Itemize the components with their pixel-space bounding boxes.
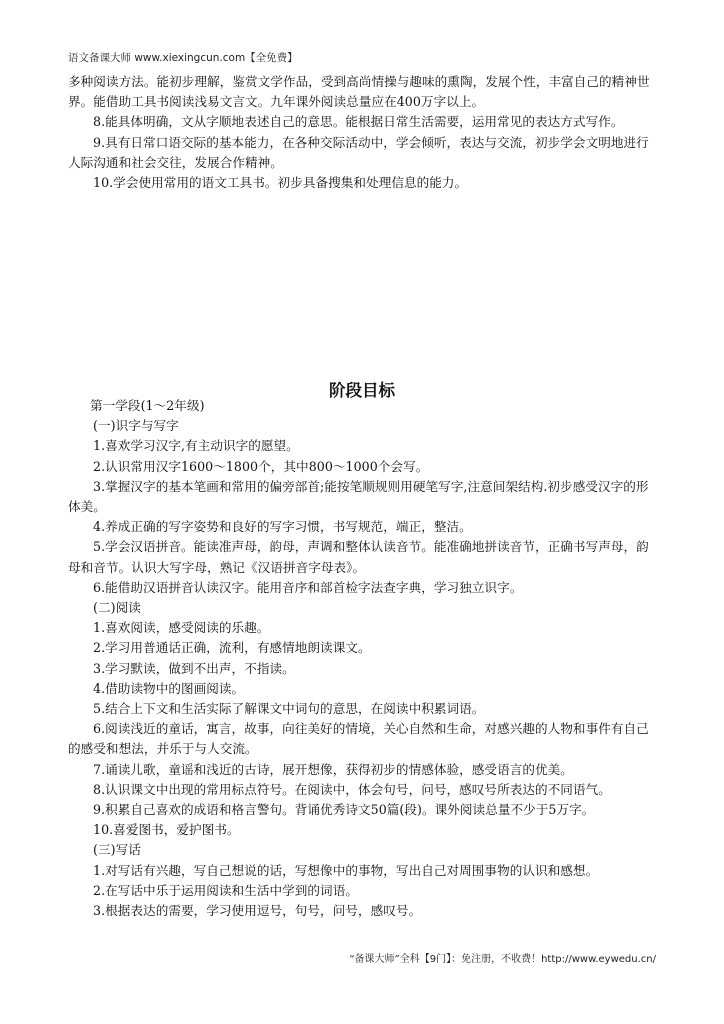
group-title: (三)写话	[93, 842, 141, 858]
list-item: 6.能借助汉语拼音认读汉字。能用音序和部首检字法查字典，学习独立识字。	[93, 579, 523, 595]
list-item: 3.根据表达的需要，学习使用逗号，句号，问号，感叹号。	[93, 903, 422, 919]
page-footer: “备课大师”全科【9门】：免注册，不收费！http://www.eywedu.cn/	[349, 954, 656, 965]
paragraph: 9.具有日常口语交际的基本能力，在各种交际活动中，学会倾听，表达与交流，初步学会文明地进行人际沟通和社会交往，发展合作精神。	[68, 134, 649, 170]
list-item: 2.在写话中乐于运用阅读和生活中学到的词语。	[93, 882, 358, 898]
stage-section	[68, 396, 656, 921]
list-item: 7.诵读儿歌，童谣和浅近的古诗，展开想像，获得初步的情感体验，感受语言的优美。	[93, 761, 573, 777]
list-item: 2.认识常用汉字1600～1800个，其中800～1000个会写。	[93, 458, 429, 474]
list-item: 10.喜爱图书，爱护图书。	[93, 822, 240, 838]
top-section	[68, 72, 656, 193]
list-item: 8.认识课文中出现的常用标点符号。在阅读中，体会句号，问号，感叹号所表达的不同语气。	[93, 781, 611, 797]
paragraph: 10.学会使用常用的语文工具书。初步具备搜集和处理信息的能力。	[93, 175, 468, 191]
list-item: 5.结合上下文和生活实际了解课文中词句的意思，在阅读中积累词语。	[93, 701, 485, 717]
list-item: 4.养成正确的写字姿势和良好的写字习惯，书写规范，端正，整洁。	[93, 519, 472, 535]
stage-heading: 第一学段(1～2年级)	[90, 398, 205, 413]
group-title: (一)识字与写字	[93, 418, 179, 434]
list-item: 4.借助读物中的图画阅读。	[93, 680, 245, 696]
paragraph: 多种阅读方法。能初步理解，鉴赏文学作品，受到高尚情操与趣味的熏陶，发展个性，丰富自己的精神世界。能借助工具书阅读浅易文言文。九年课外阅读总量应在400万字以上。	[68, 74, 650, 110]
list-item: 3.学习默读，做到不出声，不指读。	[93, 660, 295, 676]
paragraph: 8.能具体明确，文从字顺地表述自己的意思。能根据日常生活需要，运用常见的表达方式写作。	[93, 114, 624, 130]
list-item: 1.喜欢阅读，感受阅读的乐趣。	[93, 620, 270, 636]
group-title: (二)阅读	[93, 600, 141, 616]
page-header: 语文备课大师 www.xiexingcun.com【全免费】	[68, 52, 298, 64]
list-item: 5.学会汉语拼音。能读准声母，韵母，声调和整体认读音节。能准确地拼读音节，正确书写声母，韵母和音节。认识大写字母，熟记《汉语拼音字母表》。	[68, 539, 649, 575]
list-item: 9.积累自己喜欢的成语和格言警句。背诵优秀诗文50篇(段)。课外阅读总量不少于5万字。	[93, 802, 595, 818]
list-item: 1.对写话有兴趣，写自己想说的话，写想像中的事物，写出自己对周围事物的认识和感想。	[93, 862, 599, 878]
list-item: 1.喜欢学习汉字,有主动识字的愿望。	[93, 438, 299, 454]
list-item: 3.掌握汉字的基本笔画和常用的偏旁部首;能按笔顺规则用硬笔写字,注意间架结构.初步感受汉字的形体美。	[68, 478, 649, 515]
list-item: 6.阅读浅近的童话，寓言，故事，向往美好的情境，关心自然和生命，对感兴趣的人物和事件有自己的感受和想法，并乐于与人交流。	[68, 721, 649, 757]
list-item: 2.学习用普通话正确，流利，有感情地朗读课文。	[93, 640, 371, 656]
section-title: 阶段目标	[329, 381, 395, 400]
